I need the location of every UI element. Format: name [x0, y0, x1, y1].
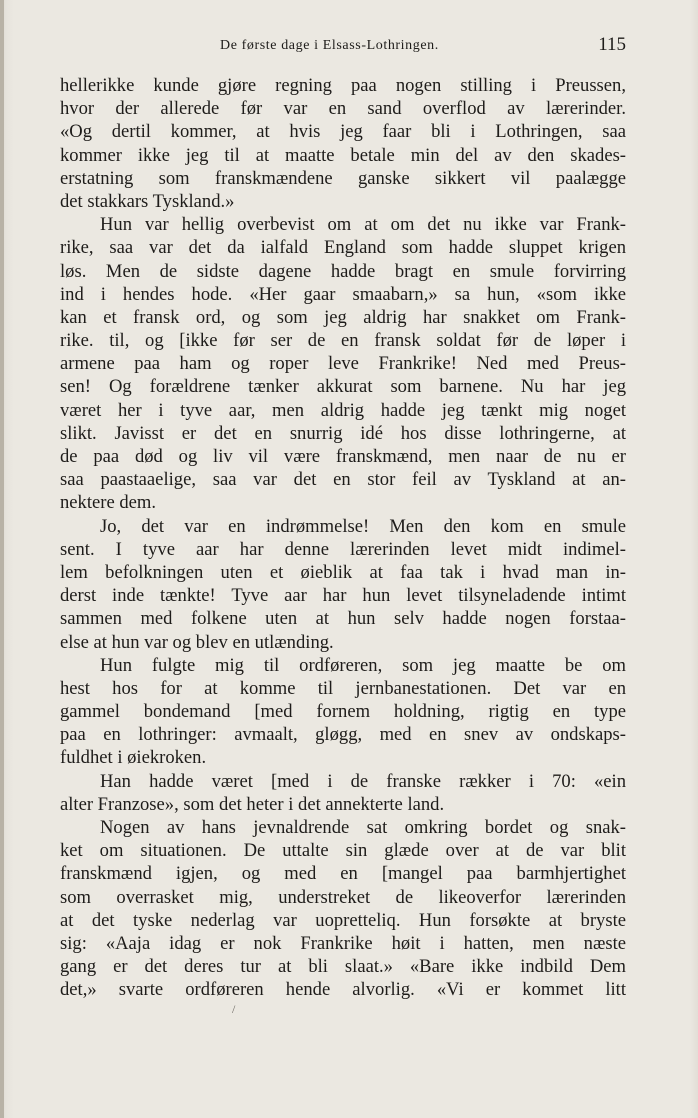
text-line: kan et fransk ord, og som jeg aldrig har snakket om Frank- — [60, 306, 626, 328]
page-spine-edge — [0, 0, 4, 1118]
text-line: sammen med folkene uten at hun selv hadde nogen forstaa- — [60, 608, 626, 630]
text-line: at det tyske nederlag var uopretteliq. Hun forsøkte at bryste — [60, 909, 626, 931]
text-line: Hun var hellig overbevist om at om det nu ikke var Frank- — [100, 214, 626, 236]
text-line: gang er det deres tur at bli slaat.» «Bare ikke indbild Dem — [60, 956, 626, 978]
text-line: paa en lothringer: avmaalt, gløgg, med en snev av ondskaps- — [60, 724, 626, 746]
text-line: slikt. Javisst er det en snurrig idé hos disse lothringerne, at — [60, 422, 626, 444]
body-text — [60, 74, 626, 1002]
text-line: erstatning som franskmændene ganske sikkert vil paalægge — [60, 167, 626, 189]
page-header — [60, 36, 626, 58]
text-line: else at hun var og blev en utlænding. — [60, 631, 334, 653]
text-line: rike. til, og [ikke før ser de en fransk soldat før de løper i — [60, 330, 626, 352]
text-line: fuldhet i øiekroken. — [60, 747, 207, 769]
text-line: hvor der allerede før var en sand overflod av lærerinder. — [60, 98, 626, 120]
text-line: nektere dem. — [60, 492, 157, 514]
running-head: De første dage i Elsass-Lothringen. — [220, 38, 439, 53]
text-line: Jo, det var en indrømmelse! Men den kom en smule — [100, 515, 626, 537]
text-line: Nogen av hans jevnaldrende sat omkring bordet og snak- — [100, 817, 626, 838]
text-line: løs. Men de sidste dagene hadde bragt en smule forvirring — [60, 260, 626, 282]
text-line: hellerikke kunde gjøre regning paa nogen stilling i Preussen, — [60, 75, 626, 96]
text-line: gammel bondemand [med fornem holdning, rigtig en type — [60, 701, 626, 723]
text-line: alter Franzose», som det heter i det annekterte land. — [60, 793, 445, 815]
text-line: været her i tyve aar, men aldrig hadde jeg tænkt mig noget — [60, 399, 626, 421]
text-line: franskmænd igjen, og med en [mangel paa barmhjertighet — [60, 863, 626, 885]
text-line: derst inde tænkte! Tyve aar har hun levet tilsyneladende intimt — [60, 585, 626, 607]
text-line: hest hos for at komme til jernbanestationen. Det var en — [60, 677, 626, 699]
text-line: sen! Og forældrene tænker akkurat som barnene. Nu har jeg — [60, 376, 626, 398]
text-line: Han hadde været [med i de franske rækker i 70: «ein — [100, 770, 626, 792]
text-line: rike, saa var det da ialfald England som hadde sluppet krigen — [60, 237, 626, 259]
text-line: ket om situationen. De uttalte sin glæde over at de var blit — [60, 840, 626, 862]
text-line: ind i hendes hode. «Her gaar smaabarn,» sa hun, «som ikke — [60, 283, 626, 305]
text-line: saa paastaaelige, saa var det en stor feil av Tyskland at an- — [60, 469, 626, 491]
text-line: som overrasket mig, understreket de likeoverfor lærerinden — [60, 886, 626, 908]
text-line: armene paa ham og roper leve Frankrike! Ned med Preus- — [60, 353, 626, 375]
text-line: «Og dertil kommer, at hvis jeg faar bli i Lothringen, saa — [60, 121, 626, 143]
text-line: lem befolkningen uten et øieblik at faa tak i hvad man in- — [60, 561, 626, 583]
text-line: Hun fulgte mig til ordføreren, som jeg maatte be om — [100, 654, 626, 676]
page-number: 115 — [598, 34, 626, 55]
text-line: de paa død og liv vil være franskmænd, men naar de nu er — [60, 446, 626, 467]
text-line: sent. I tyve aar har denne lærerinden levet midt indimel- — [60, 538, 626, 560]
text-line: sig: «Aaja idag er nok Frankrike høit i hatten, men næste — [60, 932, 626, 954]
text-line: kommer ikke jeg til at maatte betale min del av den skades- — [60, 144, 626, 166]
print-mark: / — [232, 1002, 236, 1016]
text-line: det,» svarte ordføreren hende alvorlig. «Vi er kommet litt — [60, 979, 626, 1001]
text-line: det stakkars Tyskland.» — [60, 190, 235, 212]
